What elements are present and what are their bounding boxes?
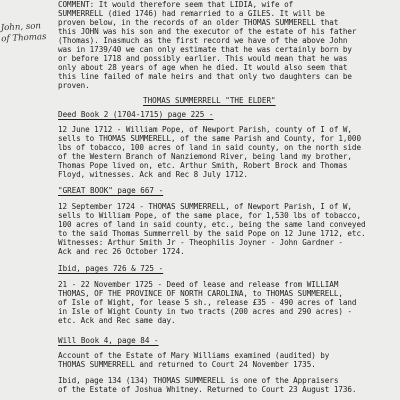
- ibid-heading: Ibid, pages 726 & 725 -: [58, 264, 164, 273]
- underlined-name: THOMAS, OF THE PROVINCE OF NORTH CAROLINA: [58, 290, 244, 298]
- will-book-line: Account of the Estate of Mary Williams examined (audited) by: [58, 352, 330, 360]
- intro-line: was in 1739/40 we can only estimate that he was certainly born by: [58, 46, 352, 54]
- great-book-line: 12 September 1724 - THOMAS SUMMERRELL, of Newport Parish, I of W,: [58, 203, 352, 211]
- ibid-line: 21 - 22 November 1725 - Deed of lease and release from WILLIAM: [58, 281, 339, 289]
- intro-line: this JOHN was his son and the executor of the estate of his father: [58, 28, 357, 36]
- will-book-heading: Will Book 4, page 84 -: [58, 336, 159, 345]
- handwritten-margin-note: [0, 21, 53, 46]
- deed-line: Floyd, witnesses. Ack and Rec 8 July 1712.: [58, 171, 248, 179]
- deed-line: 12 June 1712 - William Pope, of Newport Parish, county of I of W,: [58, 126, 352, 134]
- intro-line: only about 28 years of age when he died. It would also seem that: [58, 64, 348, 72]
- deed-line: of the Western Branch of Nanziemond River, being land my brother,: [58, 153, 352, 161]
- deed-book-2-heading: Deed Book 2 (1704-1715) page 225 -: [58, 110, 214, 119]
- underlined-witness: Arthur Smith Jr: [107, 239, 176, 247]
- deed-line: lbs of tobacco, 100 acres of land in said county, on the north side: [58, 144, 361, 152]
- great-book-line: Ack and rec 26 October 1724.: [58, 248, 185, 256]
- will-book-line: Ibid, page 134 (134) THOMAS SUMMERELL is one of the Appraisers: [58, 377, 339, 385]
- intro-line: proven below, in the records of an older THOMAS SUMMERELL that: [58, 19, 339, 27]
- great-book-line: sells to William Pope, of the same place, for 1,530 lbs of tobacco,: [58, 212, 361, 220]
- will-book-line: THOMAS SUMMERRELL and returned to Court 24 November 1735.: [58, 361, 316, 369]
- underlined-witness: John Gardner: [279, 239, 334, 247]
- section-title: THOMAS SUMMERRELL "THE ELDER": [143, 96, 276, 105]
- intro-line: or before 1718 and possibly earlier. This would mean that he was: [58, 55, 348, 63]
- intro-line: this line failed of male heirs and that only two daughters can be: [58, 73, 352, 81]
- ibid-line: THOMAS, OF THE PROVINCE OF NORTH CAROLINA, to THOMAS SUMMERELL,: [58, 290, 343, 298]
- intro-line: proven.: [58, 82, 90, 90]
- margin-note-line: of Thomas: [1, 31, 47, 45]
- ibid-line: etc. Ack and Rec same day.: [58, 317, 176, 325]
- margin-note-line: John, son: [0, 21, 42, 34]
- intro-line: COMMENT: It would therefore seem that LIDIA, wife of: [58, 1, 294, 9]
- underlined-witnesses: Arthur Smith, Robert Brock: [180, 162, 298, 170]
- intro-line: (Thomas). Inasmuch as the first record we have of the above John: [58, 37, 348, 45]
- great-book-line: to the said Thomas Summerrell by the said Pope on 12 June 1712, etc.: [58, 230, 366, 238]
- ibid-line: in Isle of Wight County in two tracts (200 acres and 290 acres) -: [58, 308, 352, 316]
- underlined-name: THOMAS SUMMERELL: [266, 290, 339, 298]
- great-book-witnesses-line: Witnesses: Arthur Smith Jr - Theophilis Joyner - John Gardner -: [58, 239, 343, 247]
- ibid-line: of Isle of Wight, for lease 5 sh., release £35 - 490 acres of land: [58, 299, 357, 307]
- great-book-heading: "GREAT BOOK" page 667 -: [58, 186, 164, 195]
- underlined-name: WILLIAM: [306, 281, 339, 289]
- great-book-line: 100 acres of land in said county, etc., being the same land conveyed: [58, 221, 366, 229]
- deed-line: sells to THOMAS SUMMERELL, of the same Parish and County, for 1,000: [58, 135, 361, 143]
- will-book-line: of the Estate of Joshua Whitney. Returned to Court 23 August 1736.: [58, 386, 357, 394]
- intro-line: SUMMERRELL (died 1746) had remarried to a GILES. It will be: [58, 10, 325, 18]
- deed-line: Thomas Pope lived on, etc. Arthur Smith, Robert Brock and Thomas: [58, 162, 348, 170]
